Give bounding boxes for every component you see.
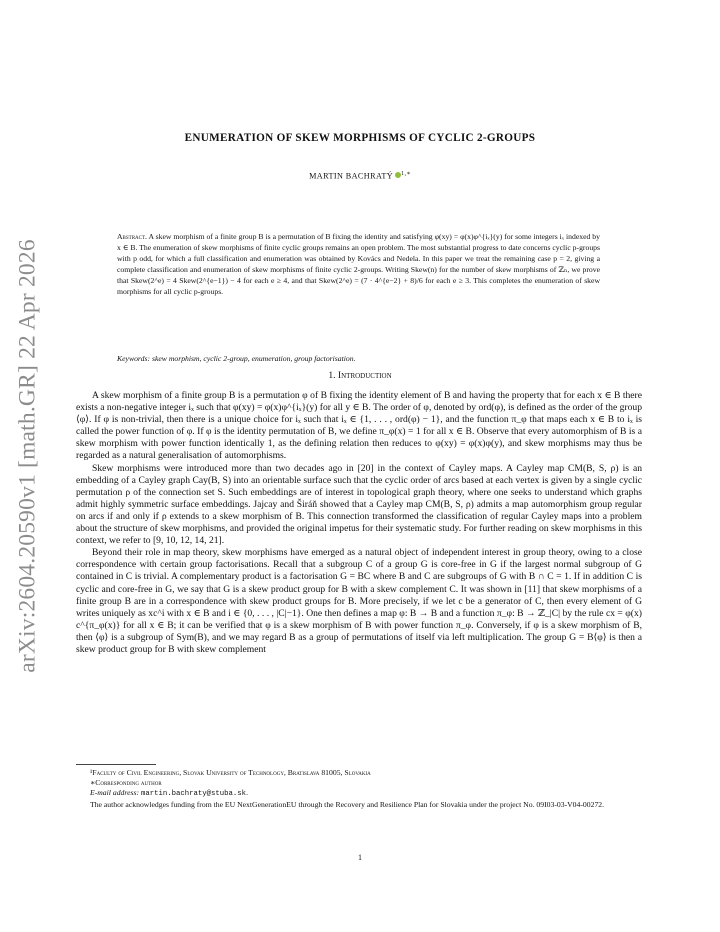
footnote-rule xyxy=(76,764,156,765)
keywords-text: skew morphism, cyclic 2-group, enumeration, group factorisation. xyxy=(151,354,356,363)
email-label: E-mail address: xyxy=(90,788,140,798)
abstract-label: Abstract. xyxy=(117,232,147,241)
author-name: MARTIN BACHRATÝ xyxy=(309,171,394,181)
paragraph: A skew morphism of a finite group B is a permutation φ of B fixing the identity element of B and having the property that for each x ∈ B there exists a non-negative integer iₓ such that φ(xy) = φ(x)φ^{iₓ}(y) for all y ∈ B. The order of φ, denoted by ord(φ), is defined as the order of the group ⟨φ⟩. If φ is non-trivial, then there is a unique choice for iₓ such that iₓ ∈ {1, . . . , ord(φ) − 1}, and the function π_φ that maps each x ∈ B to iₓ is called the power function of φ. If φ is the identity permutation of B, we define π_φ(x) = 1 for all x ∈ B. Observe that every automorphism of B is a skew morphism with power function identically 1, as the defining relation then reduces to φ(xy) = φ(x)φ(y), and skew morphisms may thus be regarded as a natural generalisation of automorphisms. xyxy=(76,390,643,462)
body-text xyxy=(76,390,642,656)
footnote-funding: The author acknowledges funding from the EU NextGenerationEU through the Recovery and Resilience Plan for Slovakia under the project No. 09I03-03-V04-00272. xyxy=(90,799,605,809)
footnotes xyxy=(76,768,644,810)
footnote-email: E-mail address: martin.bachraty@stuba.sk. xyxy=(90,788,248,799)
page-number: 1 xyxy=(358,853,362,862)
keywords xyxy=(117,354,600,363)
paper-title: ENUMERATION OF SKEW MORPHISMS OF CYCLIC 2-GROUPS xyxy=(184,132,536,144)
arxiv-identifier: arXiv:2604.20590v1 [math.GR] 22 Apr 2026 xyxy=(14,239,41,673)
author-marks: 1,∗ xyxy=(401,171,411,177)
author-line xyxy=(0,170,720,181)
footnote-affiliation: ¹Faculty of Civil Engineering, Slovak University of Technology, Bratislava 81005, Slovakia xyxy=(90,768,371,777)
paragraph: Beyond their role in map theory, skew morphisms have emerged as a natural object of independent interest in group theory, owing to a close correspondence with certain group factorisations. Recall that a subgroup C of a group G is core-free in G if the largest normal subgroup of G contained in C is trivial. A complementary product is a factorisation G = BC where B and C are subgroups of G with B ∩ C = 1. If in addition C is cyclic and core-free in G, we say that G is a skew product group for B with a skew complement C. It was shown in [11] that skew morphisms of a finite group B are in a correspondence with skew product groups for B. More precisely, if we let c be a generator of C, then every element of G writes uniquely as xc^i with x ∈ B and i ∈ {0, . . . , |C|−1}. One then defines a map φ: B → B and a function π_φ: B → ℤ_|C| by the rule cx = φ(x) c^{π_φ(x)} for all x ∈ B; it can be verified that φ is a skew morphism of B with power function π_φ. Conversely, if φ is a skew morphism of B, then ⟨φ⟩ is a subgroup of Sym(B), and we may regard B as a group of permutations of itself via left multiplication. The group G = B⟨φ⟩ is then a skew product group for B with skew complement xyxy=(76,547,642,655)
section-heading: 1. Introduction xyxy=(328,370,392,381)
abstract xyxy=(117,231,600,298)
abstract-text: A skew morphism of a finite group B is a permutation of B fixing the identity and satisfying φ(xy) = φ(x)φ^{iₓ}(y) for some integers iₓ indexed by x ∈ B. The enumeration of skew morphisms of finite cyclic groups remains an open problem. The most substantial progress to date concerns cyclic p-groups with p odd, for which a full classification and enumeration was obtained by Kovács and Nedela. In this paper we treat the remaining case p = 2, giving a complete classification and enumeration of skew morphisms of finite cyclic 2-groups. Writing Skew(n) for the number of skew morphisms of ℤₙ, we prove that Skew(2^e) = 4 Skew(2^{e−1}) − 4 for each e ≥ 4, and that Skew(2^e) = (7 · 4^{e−2} + 8)/6 for each e ≥ 3. This completes the enumeration of skew morphisms for all cyclic p-groups. xyxy=(117,232,600,297)
arxiv-sidebar-stamp xyxy=(6,239,50,673)
paragraph: Skew morphisms were introduced more than two decades ago in [20] in the context of Cayley maps. A Cayley map CM(B, S, ρ) is an embedding of a Cayley graph Cay(B, S) into an orientable surface such that the cyclic order of arcs based at each vertex is given by a single cyclic permutation ρ of the connection set S. Such embeddings are of interest in topological graph theory, where one seeks to understand which graphs admit highly symmetric surface embeddings. Jajcay and Širáň showed that a Cayley map CM(B, S, ρ) admits a map automorphism group regular on arcs if and only if ρ extends to a skew morphism of B. This connection transformed the classification of regular Cayley maps into a problem about the structure of skew morphisms, and provided the original impetus for their systematic study. For further reading on skew morphisms in this context, we refer to [9, 10, 12, 14, 21]. xyxy=(76,462,642,547)
email-address[interactable]: martin.bachraty@stuba.sk xyxy=(140,790,247,799)
keywords-label: Keywords: xyxy=(117,354,151,363)
footnote-corresponding: ∗Corresponding author xyxy=(90,778,162,788)
